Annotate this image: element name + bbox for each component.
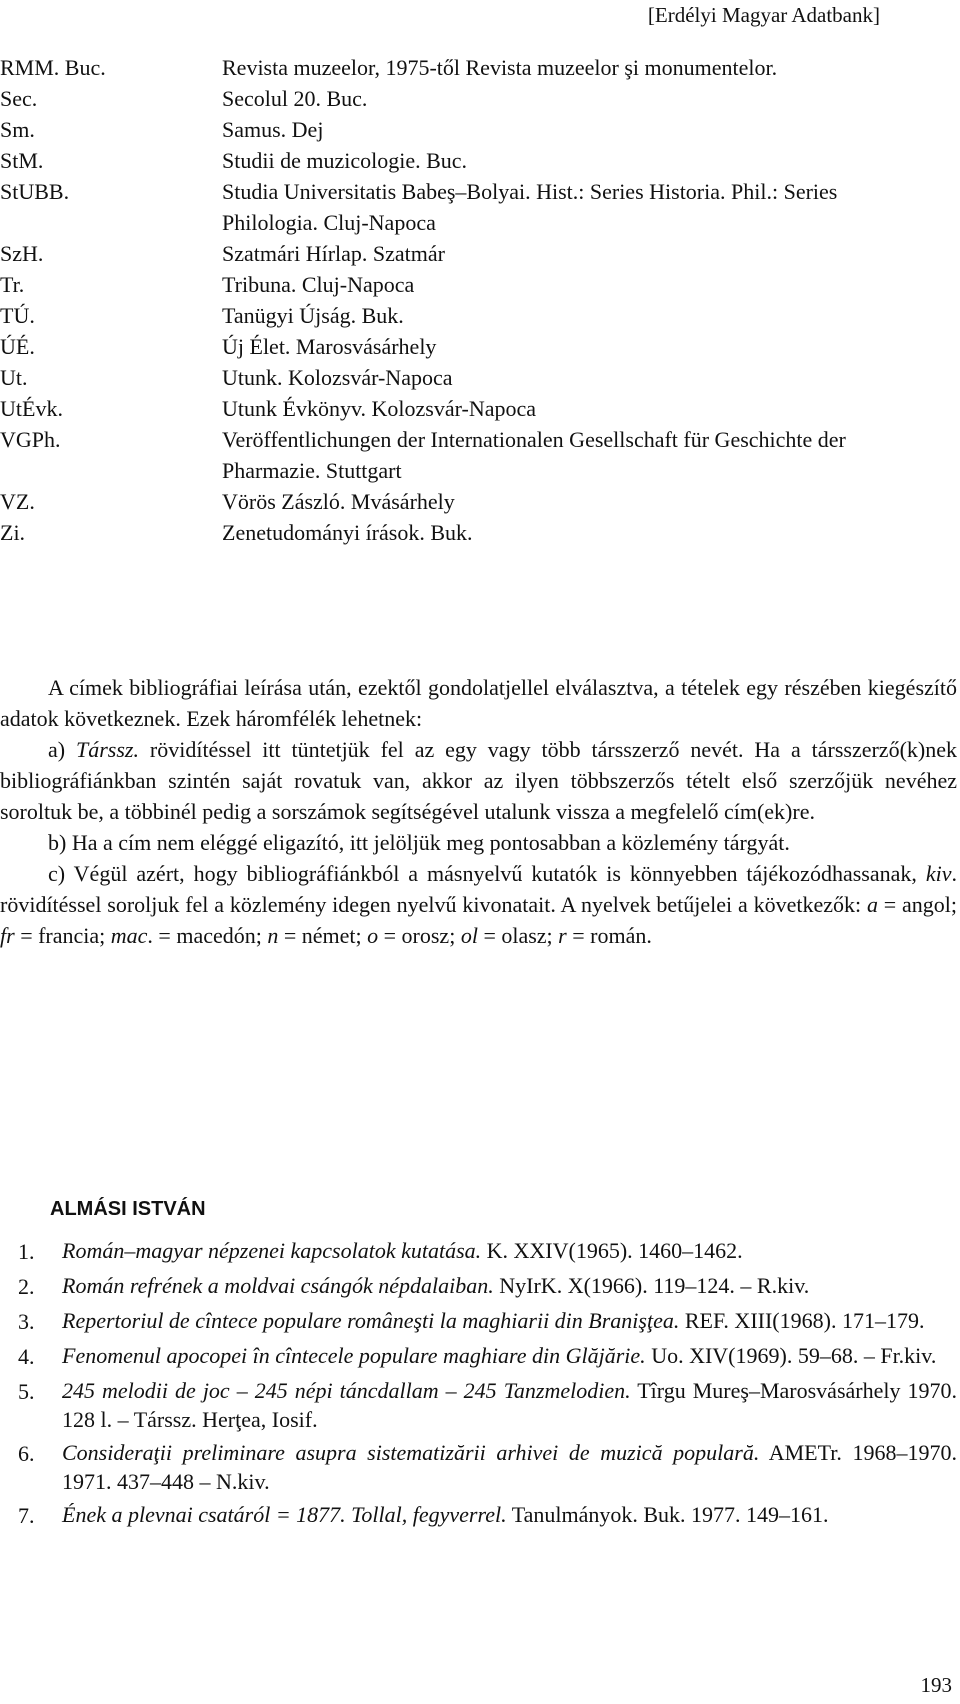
abbreviation-row: [0, 114, 960, 145]
paragraph-text: = angol;: [877, 892, 957, 917]
language-code: o: [367, 923, 379, 948]
list-marker: a): [48, 737, 76, 762]
entry-title: Ének a plevnai csatáról = 1877. Tollal, fegyverrel.: [62, 1502, 507, 1527]
entry-text: [62, 1376, 957, 1434]
intro-paragraph-2: [0, 734, 957, 827]
page-number: 193: [920, 1673, 952, 1697]
abbreviation-key: VZ.: [0, 489, 35, 514]
author-heading: ALMÁSI ISTVÁN: [50, 1198, 206, 1220]
abbreviation-key: Sec.: [0, 86, 38, 111]
entry-title: Fenomenul apocopei în cîntecele populare maghiare din Glăjărie.: [62, 1343, 646, 1368]
page-header: [Erdélyi Magyar Adatbank]: [647, 3, 880, 27]
term: Társsz.: [76, 737, 139, 762]
paragraph-text: = francia;: [14, 923, 111, 948]
abbreviation-row: [0, 145, 960, 176]
abbreviation-key: StUBB.: [0, 179, 70, 204]
abbreviation-key: SzH.: [0, 241, 44, 266]
abbreviation-key: ÚÉ.: [0, 334, 35, 359]
abbreviation-list: [0, 52, 960, 548]
entry-source: Tîrgu Mureş–Marosvásárhely 1970. 128 l. – Társsz. Herţea, Iosif.: [62, 1378, 957, 1432]
abbreviation-value: Tanügyi Újság. Buk.: [222, 303, 404, 328]
abbreviation-value: Studia Universitatis Babeş–Bolyai. Hist.: Series Historia. Phil.: Series Philologia. Cluj-Napoca: [222, 179, 838, 235]
entry-source: K. XXIV(1965). 1460–1462.: [481, 1238, 743, 1263]
entry-text: [62, 1306, 957, 1337]
abbreviation-row: [0, 300, 960, 331]
abbreviation-value: Utunk Évkönyv. Kolozsvár-Napoca: [222, 396, 536, 421]
language-code: fr: [0, 923, 15, 948]
entry-title: Consideraţii preliminare asupra sistematizării arhivei de muzică populară.: [62, 1440, 760, 1465]
abbreviation-value: Samus. Dej: [222, 117, 324, 142]
entry-source: REF. XIII(1968). 171–179.: [679, 1308, 925, 1333]
abbreviation-value: Secolul 20. Buc.: [222, 86, 368, 111]
abbreviation-value: Szatmári Hírlap. Szatmár: [222, 241, 445, 266]
abbreviation-value: Studii de muzicologie. Buc.: [222, 148, 468, 173]
abbreviation-row: [0, 486, 960, 517]
paragraph-text: rövidítéssel itt tüntetjük fel az egy vagy több társszerző nevét. Ha a társszerző(k)nek bibliográfiánkban szintén saját rovatuk van, akkor az ilyen többszerzős tételt első szerzőjük nevéhez soroltuk be, a többinél pedig a sorszámok segítségével utalunk vissza a megfelelő cím(ek)re.: [0, 737, 957, 824]
paragraph-text: = orosz;: [378, 923, 461, 948]
abbreviation-value: Veröffentlichungen der Internationalen Gesellschaft für Geschichte der Pharmazie. Stuttgart: [222, 427, 846, 483]
abbreviation-key: StM.: [0, 148, 44, 173]
abbreviation-row: [0, 393, 960, 424]
entry-source: AMETr. 1968–1970. 1971. 437–448 – N.kiv.: [62, 1440, 957, 1494]
entry-title: Repertoriul de cîntece populare româneşti la maghiarii din Branişţea.: [62, 1308, 680, 1333]
abbreviation-row: [0, 269, 960, 300]
entry-source: Tanulmányok. Buk. 1977. 149–161.: [506, 1502, 829, 1527]
bibliography-entry: [0, 1306, 957, 1337]
abbreviation-value: Tribuna. Cluj-Napoca: [222, 272, 415, 297]
abbreviation-key: Ut.: [0, 365, 28, 390]
entry-source: Uo. XIV(1969). 59–68. – Fr.kiv.: [645, 1343, 937, 1368]
intro-paragraph-4: [0, 858, 957, 951]
abbreviation-value: Új Élet. Marosvásárhely: [222, 334, 437, 359]
entry-title: Román refrének a moldvai csángók népdalaiban.: [62, 1273, 494, 1298]
entry-title: 245 melodii de joc – 245 népi táncdallam – 245 Tanzmelodien.: [62, 1378, 631, 1403]
paragraph-text: = román.: [566, 923, 652, 948]
abbreviation-value: Zenetudományi írások. Buk.: [222, 520, 473, 545]
paragraph-text: = olasz;: [477, 923, 559, 948]
term: kiv: [925, 861, 952, 886]
bibliography-entry: [0, 1438, 957, 1496]
entry-number: 2.: [18, 1274, 35, 1299]
intro-text: [0, 672, 957, 951]
abbreviation-row: [0, 83, 960, 114]
intro-paragraph-1: A címek bibliográfiai leírása után, ezektől gondolatjellel elválasztva, a tételek egy részében kiegészítő adatok következnek. Ezek háromfélék lehetnek:: [0, 675, 957, 731]
abbreviation-row: [0, 362, 960, 393]
language-code: ol: [460, 923, 478, 948]
bibliography-entries: [0, 1236, 957, 1535]
entry-number: 6.: [18, 1441, 35, 1466]
abbreviation-key: Tr.: [0, 272, 25, 297]
abbreviation-key: Sm.: [0, 117, 35, 142]
intro-paragraph-3: b) Ha a cím nem eléggé eligazító, itt jelöljük meg pontosabban a közlemény tárgyát.: [48, 830, 790, 855]
abbreviation-key: Zi.: [0, 520, 26, 545]
bibliography-entry: [0, 1376, 957, 1434]
abbreviation-key: RMM. Buc.: [0, 55, 106, 80]
abbreviation-row: [0, 331, 960, 362]
abbreviation-row: [0, 176, 960, 238]
abbreviation-value: Revista muzeelor, 1975-től Revista muzeelor şi monumentelor.: [222, 55, 778, 80]
paragraph-text: . = macedón;: [147, 923, 268, 948]
language-code: mac: [110, 923, 148, 948]
language-code: a: [866, 892, 878, 917]
paragraph-text: c) Végül azért, hogy bibliográfiánkból a másnyelvű kutatók is könnyebben tájékozódhassanak,: [48, 861, 926, 886]
entry-number: 7.: [18, 1503, 35, 1528]
entry-number: 4.: [18, 1344, 35, 1369]
entry-number: 1.: [18, 1239, 35, 1264]
language-code: r: [558, 923, 567, 948]
entry-text: [62, 1500, 957, 1531]
entry-text: [62, 1271, 957, 1302]
abbreviation-key: TÚ.: [0, 303, 35, 328]
abbreviation-key: VGPh.: [0, 427, 61, 452]
bibliography-entry: [0, 1341, 957, 1372]
paragraph-text: . rövidítéssel soroljuk fel a közlemény idegen nyelvű kivonatait. A nyelvek betűjelei a következők:: [0, 861, 957, 917]
entry-source: NyIrK. X(1966). 119–124. – R.kiv.: [493, 1273, 810, 1298]
abbreviation-key: UtÉvk.: [0, 396, 63, 421]
paragraph-text: = német;: [278, 923, 368, 948]
abbreviation-value: Vörös Zászló. Mvásárhely: [222, 489, 455, 514]
entry-text: [62, 1341, 957, 1372]
bibliography-entry: [0, 1236, 957, 1267]
entry-title: Román–magyar népzenei kapcsolatok kutatása.: [62, 1238, 482, 1263]
language-code: n: [267, 923, 279, 948]
abbreviation-value: Utunk. Kolozsvár-Napoca: [222, 365, 453, 390]
entry-text: [62, 1438, 957, 1496]
abbreviation-row: [0, 238, 960, 269]
bibliography-entry: [0, 1500, 957, 1531]
entry-number: 5.: [18, 1379, 35, 1404]
bibliography-entry: [0, 1271, 957, 1302]
abbreviation-row: [0, 424, 960, 486]
entry-text: [62, 1236, 957, 1267]
abbreviation-row: [0, 52, 960, 83]
abbreviation-row: [0, 517, 960, 548]
entry-number: 3.: [18, 1309, 35, 1334]
